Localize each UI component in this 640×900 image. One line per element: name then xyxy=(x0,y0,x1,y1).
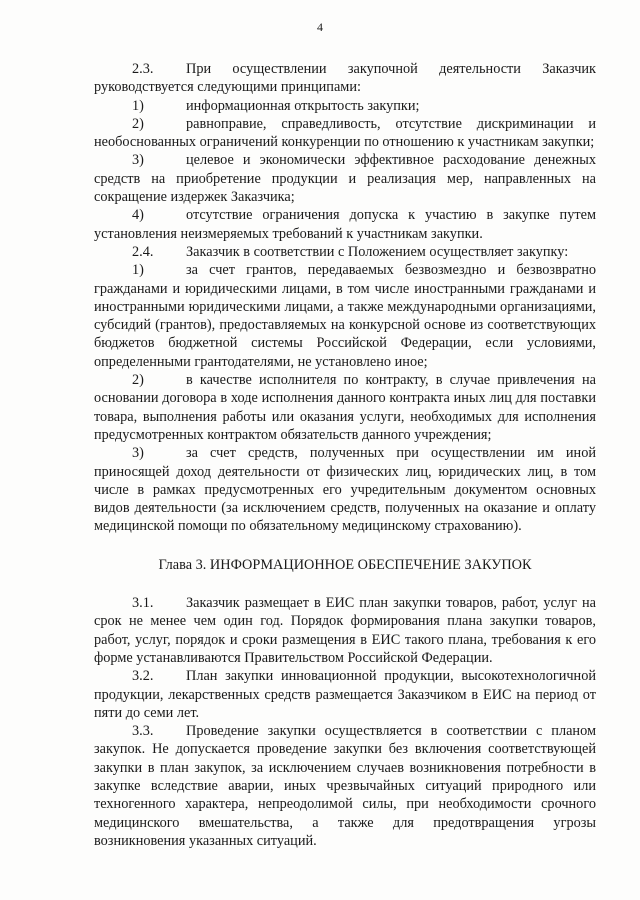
clause-text: Проведение закупки осуществляется в соответствии с планом закупок. Не допускается проведение закупки без включения соответствующей закупки в план закупок, за исключением случаев возникновения потребности в закупке вследствие аварии, иных чрезвычайных ситуаций природного или техногенного характера, непреодолимой силы, при необходимости срочного медицинского вмешательства, а также для предотвращения угрозы возникновения указанных ситуаций. xyxy=(94,723,596,849)
clause-number: 2) xyxy=(132,372,144,389)
clause-number: 3) xyxy=(132,152,144,169)
clause-number: 3.1. xyxy=(132,595,154,612)
clause-text: за счет средств, полученных при осуществлении им иной приносящей доход деятельности от физических лиц, юридических лиц, в том числе в рамках предусмотренных его учредительным документом основных видов деятельности (за исключением средств, полученных на оказание и оплату медицинской помощи по обязательному медицинскому страхованию). xyxy=(94,445,596,535)
clause-3-2 xyxy=(94,667,596,722)
clause-number: 2.4. xyxy=(132,243,154,260)
clause-3-3 xyxy=(94,722,596,850)
clause-text: Заказчик в соответствии с Положением осуществляет закупку: xyxy=(186,243,569,260)
page-number: 4 xyxy=(317,20,323,34)
clause-2-4-item-1 xyxy=(94,261,596,371)
clause-number: 2) xyxy=(132,115,144,132)
clause-text: информационная открытость закупки; xyxy=(186,97,420,114)
clause-2-4 xyxy=(94,243,596,261)
clause-text: за счет грантов, передаваемых безвозмездно и безвозвратно гражданами и юридическими лицами, в том числе иностранными гражданами и иностранными юридическими лицами, а также международными организациями, субсидий (грантов), предоставляемых на конкурсной основе из соответствующих бюджетов бюджетной системы Российской Федерации, если условиями, определенными грантодателями, не установлено иное; xyxy=(94,262,596,370)
section-3-clauses xyxy=(94,594,596,850)
clause-2-3-item-1 xyxy=(94,97,596,115)
clause-number: 1) xyxy=(132,262,144,279)
clause-2-3 xyxy=(94,60,596,97)
section-2-clauses xyxy=(94,60,596,536)
clause-2-4-item-3 xyxy=(94,444,596,535)
clause-number: 1) xyxy=(132,97,144,114)
clause-number: 4) xyxy=(132,207,144,224)
clause-text: При осуществлении закупочной деятельности Заказчик руководствуется следующими принципами: xyxy=(94,61,596,96)
clause-text: отсутствие ограничения допуска к участию в закупке путем установления неизмеряемых требований к участникам закупки. xyxy=(94,207,596,242)
clause-number: 3) xyxy=(132,445,144,462)
clause-2-3-item-4 xyxy=(94,206,596,243)
clause-text: в качестве исполнителя по контракту, в случае привлечения на основании договора в ходе исполнения данного контракта иных лиц для поставки товара, выполнения работы или оказания услуги, необходимых для исполнения предусмотренных контрактом обязательств данного учреждения; xyxy=(94,372,596,443)
document-body xyxy=(94,60,596,850)
clause-number: 3.3. xyxy=(132,723,154,740)
clause-text: целевое и экономически эффективное расходование денежных средств на приобретение продукции и реализация мер, направленных на сокращение издержек Заказчика; xyxy=(94,152,596,206)
chapter-heading: Глава 3. ИНФОРМАЦИОННОЕ ОБЕСПЕЧЕНИЕ ЗАКУПОК xyxy=(158,556,532,573)
clause-text: План закупки инновационной продукции, высокотехнологичной продукции, лекарственных средств размещается Заказчиком в ЕИС на период от пяти до семи лет. xyxy=(94,668,596,721)
clause-number: 2.3. xyxy=(132,61,154,77)
clause-3-1 xyxy=(94,594,596,667)
clause-2-4-item-2 xyxy=(94,371,596,444)
clause-2-3-item-3 xyxy=(94,151,596,206)
clause-2-3-item-2 xyxy=(94,115,596,152)
clause-text: равноправие, справедливость, отсутствие дискриминации и необоснованных ограничений конкуренции по отношению к участникам закупки; xyxy=(94,115,596,151)
clause-text: Заказчик размещает в ЕИС план закупки товаров, работ, услуг на срок не менее чем один год. Порядок формирования плана закупки товаров, работ, услуг, порядок и сроки размещения в ЕИС такого плана, требования к его форме устанавливаются Правительством Российской Федерации. xyxy=(94,595,596,666)
clause-number: 3.2. xyxy=(132,668,154,685)
